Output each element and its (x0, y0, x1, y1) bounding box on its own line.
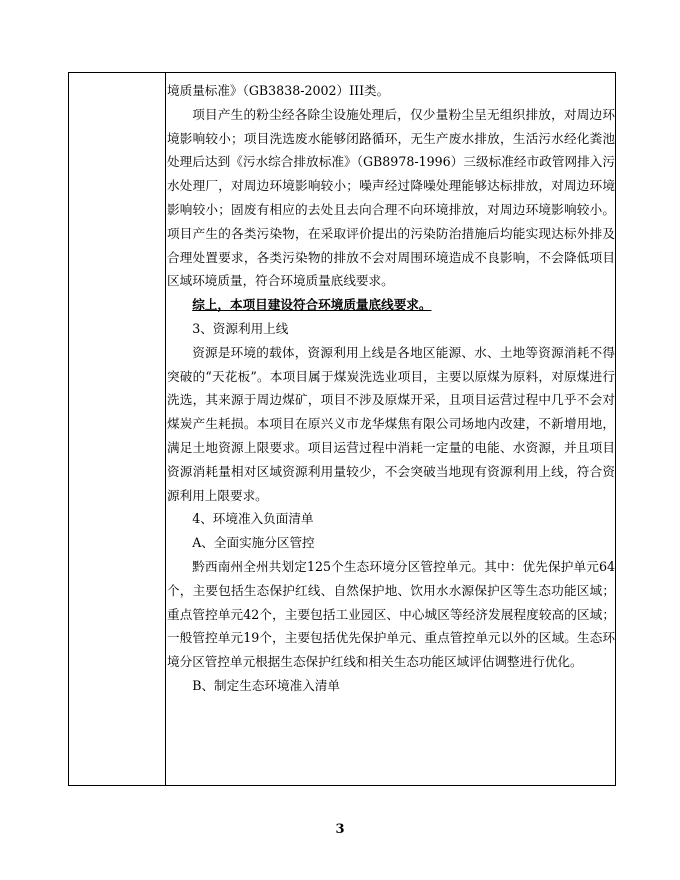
paragraph-conclusion: 综上，本项目建设符合环境质量底线要求。 (192, 297, 432, 313)
heading-negative-list: 4、环境准入负面清单 (192, 511, 314, 527)
paragraph-water-standard: 境质量标准》（GB3838-2002）III类。 (167, 83, 390, 98)
page-number: 3 (335, 822, 345, 837)
paragraph-resource-limit: 资源是环境的载体，资源利用上线是各地区能源、水、土地等资源消耗不得突破的“天花板”。本项目属于煤炭洗选业项目，主要以原煤为原料，对原煤进行洗选，其来源于周边煤矿，项目不涉及原煤开采，且项目运营过程中几乎不会对煤炭产生耗损。本项目在原兴义市龙华煤焦有限公司场地内改建，不新增用地，满足土地资源上限要求。项目运营过程中消耗一定量的电能、水资源，并且项目资源消耗量相对区域资源利用量较少，不会突破当地现有资源利用上线，符合资源利用上限要求。 (167, 344, 615, 503)
paragraph-pollution-impact: 项目产生的粉尘经各除尘设施处理后，仅少量粉尘呈无组织排放，对周边环境影响较小；项目洗选废水能够闭路循环，无生产废水排放，生活污水经化粪池处理后达到《污水综合排放标准》（GB8978-1996）三级标准经市政管网排入污水处理厂，对周边环境影响较小；噪声经过降噪处理能够达标排放，对周边环境影响较小；固废有相应的去处且去向合理不向环境排放，对周边环境影响较小。项目产生的各类污染物，在采取评价提出的污染防治措施后均能实现达标外排及合理处置要求，各类污染物的排放不会对周围环境造成不良影响，不会降低项目区域环境质量，符合环境质量底线要求。 (167, 106, 615, 289)
document-table (68, 72, 616, 786)
heading-resource-limit: 3、资源利用上线 (192, 320, 289, 336)
table-content-cell (167, 79, 615, 698)
heading-zoning-control: A、全面实施分区管控 (192, 535, 315, 551)
table-label-column (69, 73, 166, 785)
paragraph-zoning-control: 黔西南州全州共划定125个生态环境分区管控单元。其中：优先保护单元64个，主要包括生态保护红线、自然保护地、饮用水水源保护区等生态功能区域；重点管控单元42个，主要包括工业园区、中心城区等经济发展程度较高的区域；一般管控单元19个，主要包括优先保护单元、重点管控单元以外的区域。生态环境分区管控单元根据生态保护红线和相关生态功能区域评估调整进行优化。 (167, 558, 615, 670)
heading-access-list: B、制定生态环境准入清单 (192, 677, 340, 693)
